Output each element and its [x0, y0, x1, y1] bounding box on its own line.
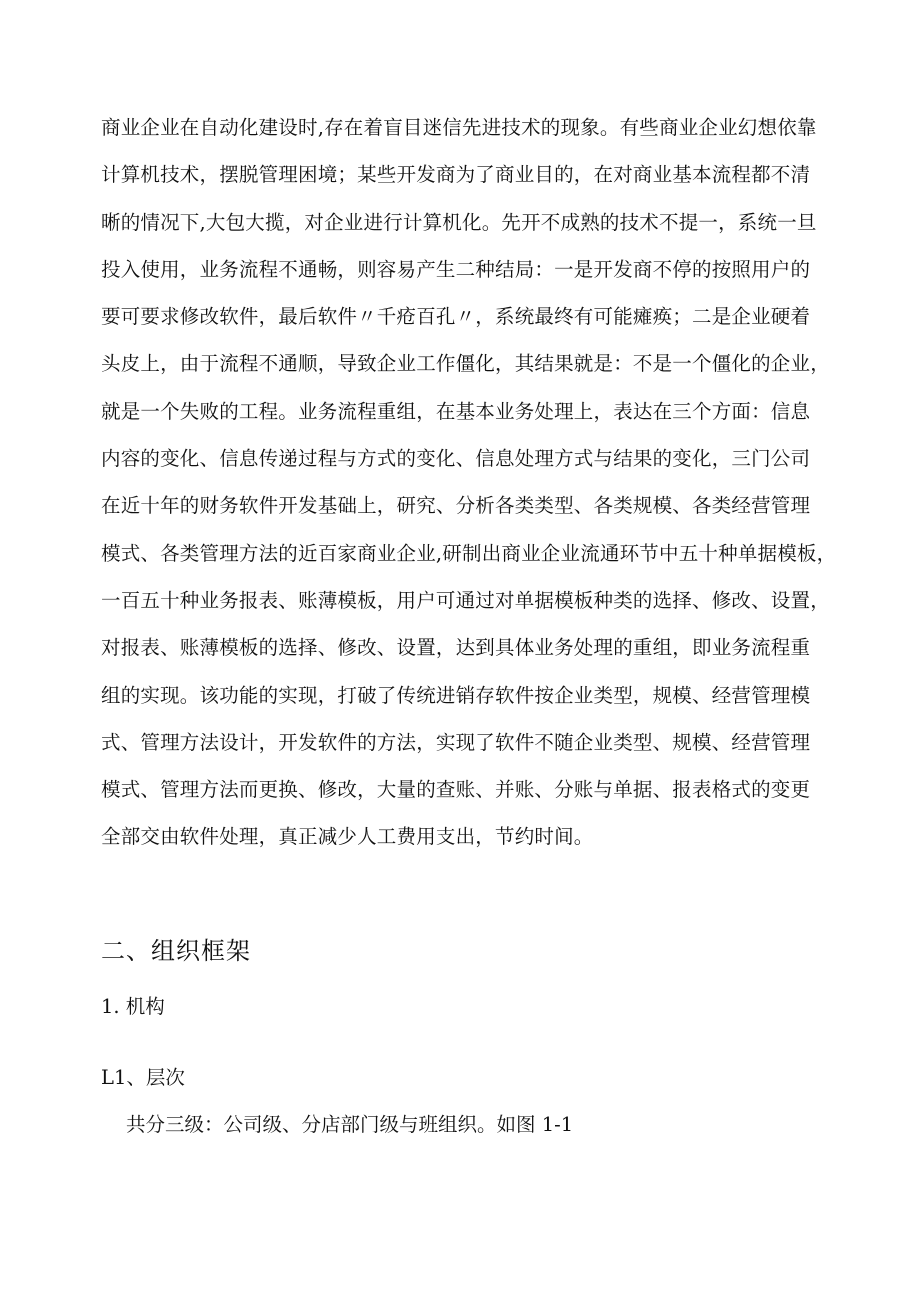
paragraph-line: 对报表、账薄模板的选择、修改、设置，达到具体业务处理的重组，即业务流程重	[101, 636, 811, 660]
body-text-line: 共分三级：公司级、分店部门级与班组织。如图 1-1	[126, 1113, 574, 1136]
paragraph-line: 模式、管理方法而更换、修改，大量的查账、并账、分账与单据、报表格式的变更	[101, 778, 811, 802]
paragraph-line: 晰的情况下,大包大揽，对企业进行计算机化。先开不成熟的技术不提一，系统一旦	[101, 210, 817, 234]
paragraph-line: 就是一个失败的工程。业务流程重组，在基本业务处理上，表达在三个方面：信息	[101, 399, 811, 423]
paragraph-line: 式、管理方法设计，开发软件的方法，实现了软件不随企业类型、规模、经营管理	[101, 730, 811, 754]
sub-sub-heading: L1、层次	[101, 1066, 185, 1089]
body-paragraph	[101, 104, 837, 861]
paragraph-line: 模式、各类管理方法的近百家商业企业,研制出商业企业流通环节中五十种单据模板，	[101, 541, 837, 565]
paragraph-line: 全部交由软件处理，真正减少人工费用支出，节约时间。	[101, 825, 594, 849]
sub-heading: 1. 机构	[101, 995, 165, 1018]
section-heading: 二、组织框架	[101, 937, 251, 965]
paragraph-line: 要可要求修改软件，最后软件〃千疮百孔〃，系统最终有可能瘫痪；二是企业硬着	[101, 305, 811, 329]
paragraph-line: 内容的变化、信息传递过程与方式的变化、信息处理方式与结果的变化，三门公司	[101, 447, 811, 471]
paragraph-line: 在近十年的财务软件开发基础上，研究、分析各类类型、各类规模、各类经营管理	[101, 494, 811, 518]
paragraph-line: 组的实现。该功能的实现，打破了传统进销存软件按企业类型，规模、经营管理模	[101, 683, 811, 707]
paragraph-line: 投入使用，业务流程不通畅，则容易产生二种结局：一是开发商不停的按照用户的	[101, 257, 811, 281]
paragraph-line: 一百五十种业务报表、账薄模板，用户可通过对单据模板种类的选择、修改、设置，	[101, 588, 830, 612]
paragraph-line: 计算机技术，摆脱管理困境；某些开发商为了商业目的，在对商业基本流程都不清	[101, 163, 811, 187]
paragraph-line: 头皮上，由于流程不通顺，导致企业工作僵化，其结果就是：不是一个僵化的企业，	[101, 352, 830, 376]
paragraph-line: 商业企业在自动化建设时,存在着盲目迷信先进技术的现象。有些商业企业幻想依靠	[101, 116, 817, 139]
